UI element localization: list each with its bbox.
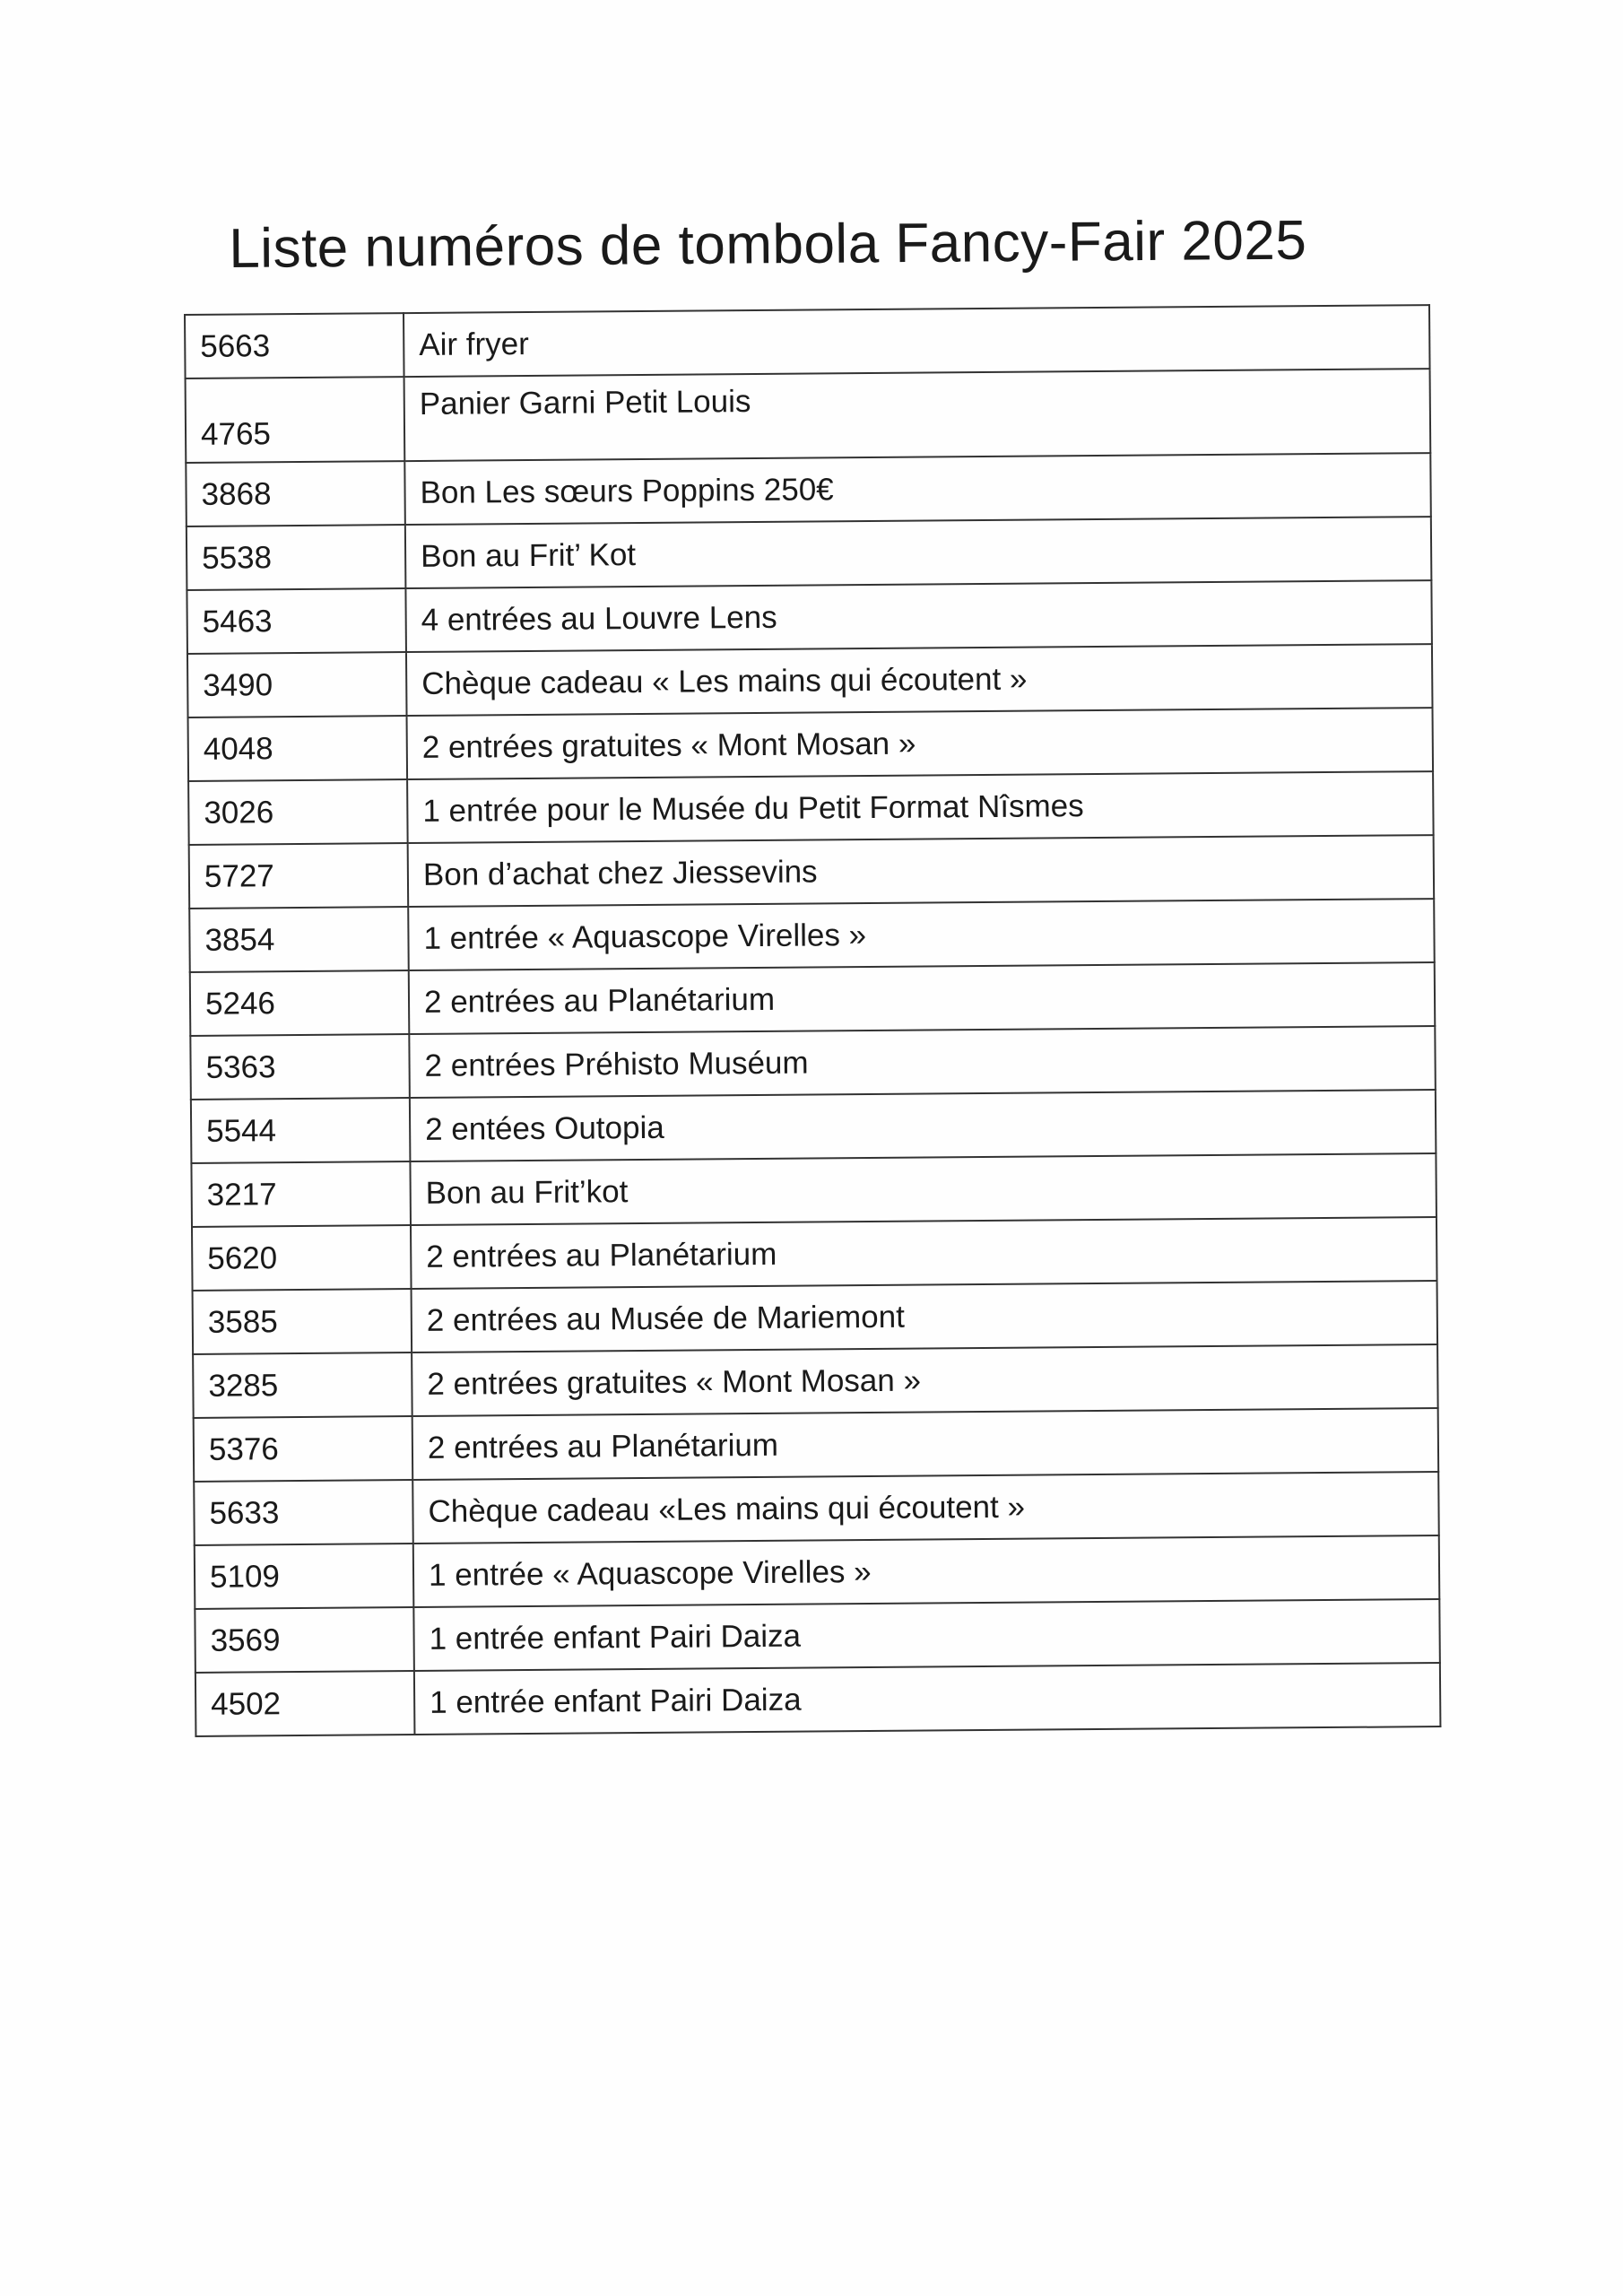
ticket-number-cell: 5544 — [191, 1098, 411, 1163]
table-row — [188, 771, 1434, 845]
table-row — [187, 580, 1432, 654]
table-row — [189, 835, 1435, 909]
ticket-number-cell: 4048 — [188, 716, 408, 781]
ticket-number-cell: 3585 — [193, 1289, 412, 1354]
ticket-number-cell: 3217 — [191, 1161, 411, 1227]
prize-cell: Chèque cadeau « Les mains qui écoutent » — [406, 644, 1433, 716]
prize-cell: 1 entrée enfant Pairi Daiza — [413, 1599, 1440, 1671]
prize-cell: 2 entrées au Planétarium — [411, 1217, 1437, 1289]
raffle-table-body — [185, 305, 1440, 1736]
table-row — [193, 1281, 1438, 1354]
table-row — [195, 1535, 1440, 1609]
prize-cell: 1 entrée pour le Musée du Petit Format Nîsmes — [407, 771, 1434, 843]
table-row — [193, 1344, 1438, 1418]
prize-cell: 2 entées Outopia — [410, 1090, 1436, 1161]
prize-cell: Panier Garni Petit Louis — [404, 369, 1431, 461]
table-row — [189, 899, 1435, 972]
table-row — [195, 1663, 1441, 1736]
prize-cell: Bon au Frit’ Kot — [405, 517, 1432, 588]
ticket-number-cell: 3285 — [193, 1352, 412, 1418]
ticket-number-cell: 5538 — [187, 525, 406, 590]
ticket-number-cell: 5663 — [185, 313, 404, 378]
prize-cell: Bon Les sœurs Poppins 250€ — [404, 453, 1431, 525]
ticket-number-cell: 5246 — [190, 970, 410, 1036]
prize-cell: 2 entrées au Musée de Mariemont — [412, 1281, 1438, 1352]
prize-cell: Air fryer — [404, 305, 1430, 377]
ticket-number-cell: 5463 — [187, 588, 406, 654]
ticket-number-cell: 3490 — [187, 652, 407, 718]
ticket-number-cell: 5363 — [190, 1034, 410, 1100]
prize-cell: 1 entrée « Aquascope Virelles » — [408, 899, 1435, 970]
prize-cell: Bon au Frit’kot — [410, 1153, 1436, 1225]
ticket-number-cell: 5727 — [189, 843, 409, 909]
ticket-number-cell: 4765 — [186, 377, 405, 463]
ticket-number-cell: 4502 — [195, 1671, 415, 1736]
table-row — [186, 453, 1431, 526]
table-row — [185, 305, 1430, 378]
prize-cell: 2 entrées Préhisto Muséum — [409, 1026, 1436, 1098]
prize-cell: 1 entrée enfant Pairi Daiza — [414, 1663, 1441, 1735]
ticket-number-cell: 3854 — [189, 907, 409, 972]
ticket-number-cell: 5620 — [192, 1225, 412, 1291]
table-row — [192, 1217, 1437, 1291]
table-row — [187, 644, 1433, 718]
page-title: Liste numéros de tombola Fancy-Fair 2025 — [229, 209, 1307, 280]
table-row — [191, 1153, 1436, 1227]
prize-cell: 4 entrées au Louvre Lens — [405, 580, 1432, 652]
table-row — [187, 517, 1432, 590]
ticket-number-cell: 5109 — [195, 1544, 414, 1609]
table-row — [190, 962, 1436, 1036]
table-row — [190, 1026, 1436, 1100]
table-row — [195, 1599, 1440, 1673]
raffle-table-container — [184, 304, 1441, 1737]
prize-cell: Chèque cadeau «Les mains qui écoutent » — [412, 1472, 1439, 1544]
ticket-number-cell: 3868 — [186, 461, 405, 526]
prize-cell: 2 entrées gratuites « Mont Mosan » — [407, 708, 1434, 779]
ticket-number-cell: 3569 — [195, 1607, 414, 1673]
ticket-number-cell: 5633 — [194, 1480, 413, 1545]
raffle-table — [184, 304, 1441, 1737]
table-row — [186, 369, 1431, 463]
prize-cell: 2 entrées gratuites « Mont Mosan » — [412, 1344, 1438, 1416]
prize-cell: 2 entrées au Planétarium — [412, 1408, 1439, 1480]
ticket-number-cell: 5376 — [194, 1416, 413, 1482]
prize-cell: 2 entrées au Planétarium — [409, 962, 1436, 1034]
prize-cell: Bon d’achat chez Jiessevins — [408, 835, 1435, 907]
table-row — [191, 1090, 1436, 1163]
table-row — [188, 708, 1434, 781]
table-row — [194, 1408, 1439, 1482]
table-row — [194, 1472, 1439, 1545]
ticket-number-cell: 3026 — [188, 779, 408, 845]
prize-cell: 1 entrée « Aquascope Virelles » — [413, 1535, 1440, 1607]
